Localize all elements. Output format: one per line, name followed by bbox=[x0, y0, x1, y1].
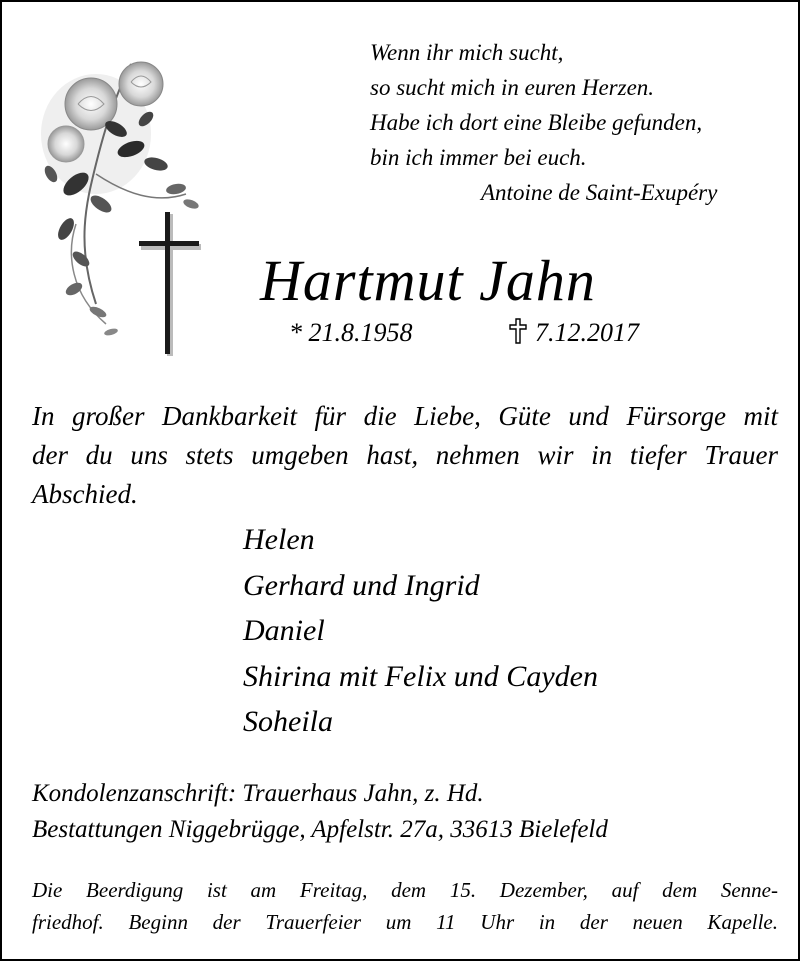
birth-date: * 21.8.1958 bbox=[289, 318, 413, 347]
intro-line: In großer Dankbarkeit für die Liebe, Güte und Fürsorge mit bbox=[32, 401, 778, 431]
intro-line: der du uns stets umgeben hast, nehmen wir in tiefer Trauer bbox=[32, 440, 778, 470]
intro-line: Abschied. bbox=[32, 479, 138, 509]
family-member: Gerhard und Ingrid bbox=[243, 568, 480, 602]
family-list bbox=[243, 517, 598, 745]
intro-text bbox=[32, 397, 778, 514]
death-date-group bbox=[509, 316, 639, 350]
family-member: Shirina mit Felix und Cayden bbox=[243, 659, 598, 693]
quote-line: bin ich immer bei euch. bbox=[370, 145, 587, 170]
quote-line: so sucht mich in euren Herzen. bbox=[370, 75, 655, 100]
address-line: Kondolenzanschrift: Trauerhaus Jahn, z. Hd. bbox=[32, 780, 484, 807]
quote-line: Habe ich dort eine Bleibe gefunden, bbox=[370, 110, 703, 135]
address-line: Bestattungen Niggebrügge, Apfelstr. 27a, 33613 Bielefeld bbox=[32, 816, 608, 843]
family-member: Helen bbox=[243, 523, 315, 556]
deceased-name: Hartmut Jahn bbox=[260, 248, 596, 313]
family-member: Daniel bbox=[243, 614, 325, 647]
death-date: 7.12.2017 bbox=[535, 318, 639, 347]
family-member: Soheila bbox=[243, 705, 333, 738]
funeral-info bbox=[32, 874, 778, 938]
quote-line: Wenn ihr mich sucht, bbox=[370, 40, 564, 65]
quote-block bbox=[370, 35, 780, 210]
condolence-address bbox=[32, 776, 778, 848]
small-cross-icon bbox=[509, 318, 527, 344]
funeral-line: friedhof. Beginn der Trauerfeier um 11 Uhr in der neuen Kapelle. bbox=[32, 910, 778, 934]
quote-author: Antoine de Saint-Exupéry bbox=[481, 180, 718, 205]
funeral-line: Die Beerdigung ist am Freitag, dem 15. Dezember, auf dem Senne- bbox=[32, 878, 778, 902]
latin-cross-icon bbox=[137, 212, 201, 357]
rose-bouquet-illustration bbox=[36, 54, 236, 354]
